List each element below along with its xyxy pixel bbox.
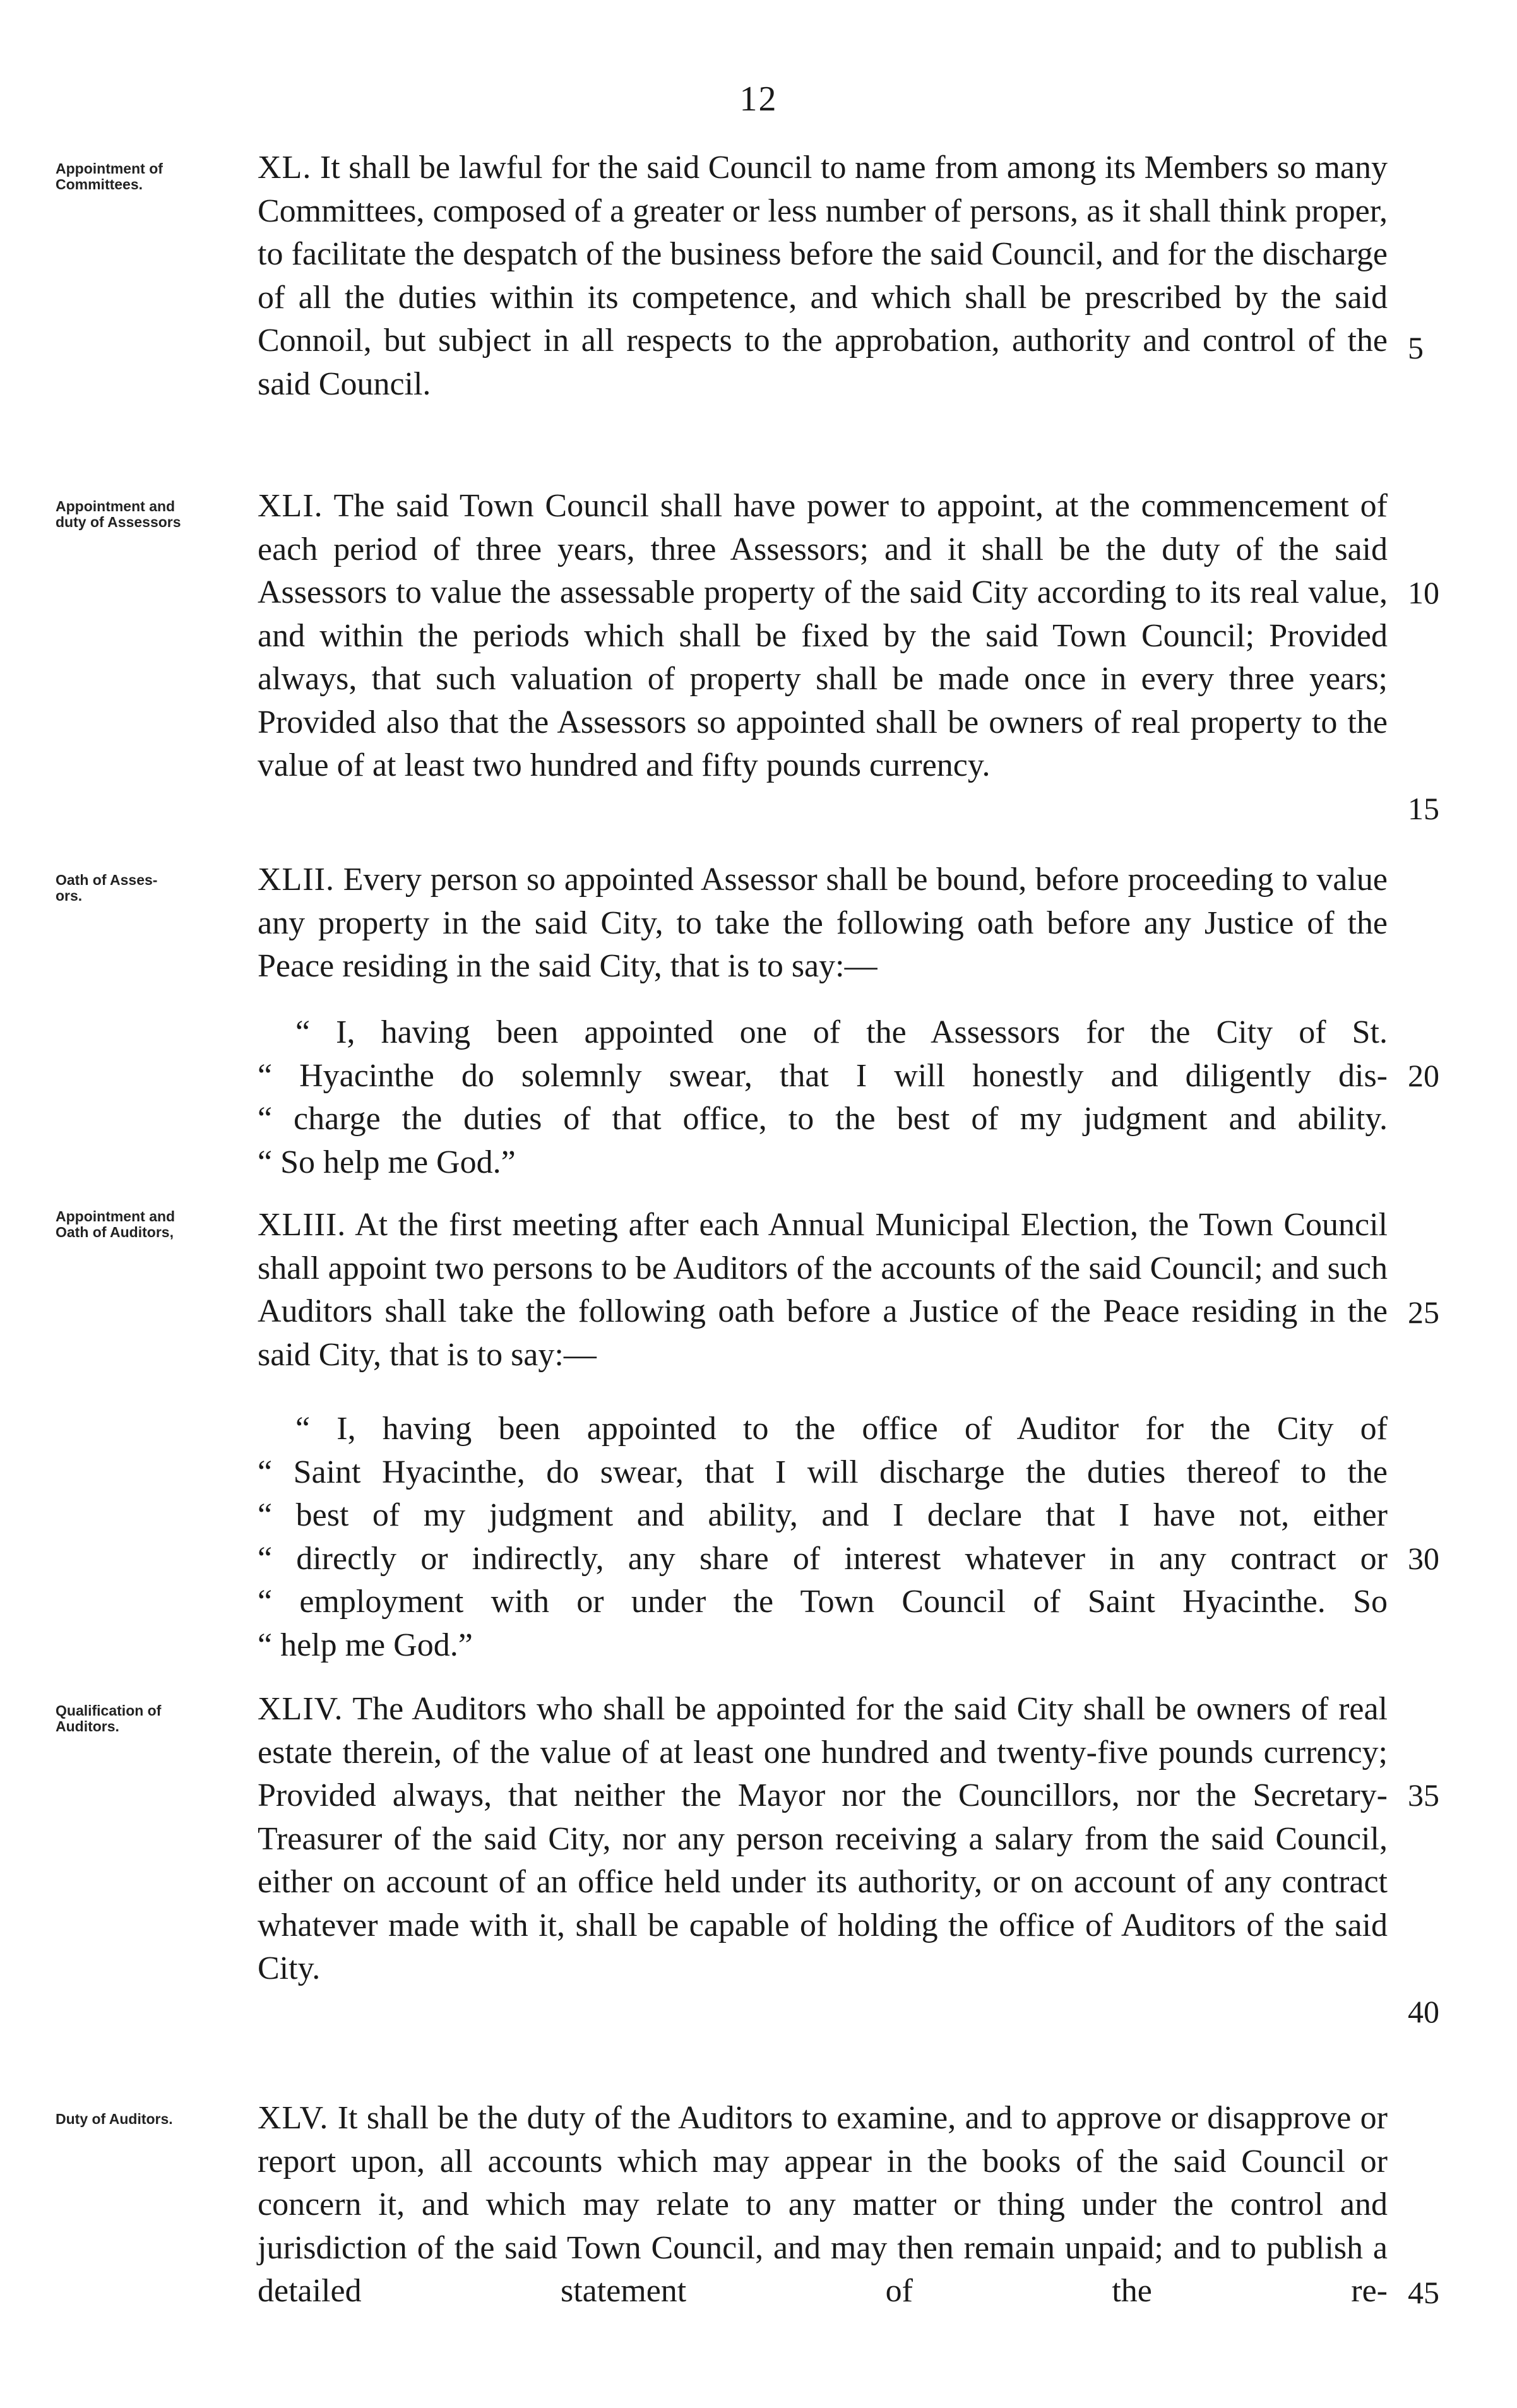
oath-line: “ I, having been appointed one of the Assessors for the City of St. (295, 1014, 1388, 1050)
section-xlv (258, 2097, 1388, 2313)
line-number: 25 (1408, 1295, 1439, 1330)
section-xlii (258, 858, 1388, 988)
section-xliv (258, 1688, 1388, 1991)
oath-line: “ I, having been appointed to the office of Auditor for the City of (295, 1411, 1388, 1447)
line-number: 40 (1408, 1994, 1439, 2029)
section-text: Every person so appointed Assessor shall be bound, before proceeding to value any property in the said City, to take the following oath before any Justice of the Peace residing in the said City, that is to say:— (258, 862, 1388, 984)
section-xl (258, 146, 1388, 406)
section-xli (258, 485, 1388, 788)
oath-line: “ So help me God.” (258, 1144, 516, 1180)
oath-line: “ Saint Hyacinthe, do swear, that I will discharge the duties thereof to the (258, 1454, 1388, 1490)
oath-line: “ help me God.” (258, 1627, 473, 1663)
sidenote-qualification-of-auditors: Qualification of Auditors. (56, 1702, 162, 1735)
section-numeral: XLI. (258, 488, 323, 524)
line-number: 35 (1408, 1777, 1439, 1813)
section-numeral: XLIV. (258, 1691, 343, 1727)
oath-line: “ employment with or under the Town Council of Saint Hyacinthe. So (258, 1584, 1388, 1620)
line-number: 15 (1408, 791, 1439, 826)
line-number: 45 (1408, 2275, 1439, 2310)
oath-assessors (258, 1011, 1388, 1184)
sidenote-oath-of-assessors: Oath of Asses- ors. (56, 872, 158, 904)
section-text: At the first meeting after each Annual Municipal Election, the Town Council shall appoint two persons to be Auditors of the accounts of the said Council; and such Auditors shall take the following oath before a Justice of the Peace residing in the said City, that is to say:— (258, 1207, 1388, 1373)
line-number: 10 (1408, 575, 1439, 610)
section-text: It shall be the duty of the Auditors to examine, and to approve or disapprove or report upon, all accounts which may appear in the books of the said Council or concern it, and which may relate to any matter or thing under the control and jurisdiction of the said Town Council, and may then remain unpaid; and to publish a detailed statement of the re- (258, 2100, 1388, 2309)
sidenote-appointment-of-committees: Appointment of Committees. (56, 160, 163, 193)
section-text: It shall be lawful for the said Council to name from among its Members so many Committees, composed of a greater or less number of persons, as it shall think proper, to facilitate the despatch of the business before the said Council, and for the discharge of all the duties within its competence, and which shall be prescribed by the said Connoil, but subject in all respects to the approbation, authority and control of the said Council. (258, 150, 1388, 402)
sidenote-duty-of-auditors: Duty of Auditors. (56, 2111, 173, 2127)
oath-line: “ best of my judgment and ability, and I declare that I have not, either (258, 1497, 1388, 1533)
section-numeral: XL. (258, 150, 312, 186)
section-xliii (258, 1204, 1388, 1377)
line-number: 5 (1408, 330, 1424, 365)
oath-line: “ directly or indirectly, any share of interest whatever in any contract or (258, 1540, 1388, 1577)
sidenote-appointment-duty-assessors: Appointment and duty of Assessors (56, 498, 181, 530)
line-number: 20 (1408, 1058, 1439, 1093)
oath-line: “ Hyacinthe do solemnly swear, that I will honestly and diligently dis- (258, 1057, 1388, 1094)
section-text: The said Town Council shall have power to appoint, at the commencement of each period of three years, three Assessors; and it shall be the duty of the said Assessors to value the assessable property of the said City according to its real value, and within the periods which shall be fixed by the said Town Council; Provided always, that such valuation of property shall be made once in every three years; Provided also that the Assessors so appointed shall be owners of real property to the value of at least two hundred and fifty pounds currency. (258, 488, 1388, 783)
section-numeral: XLIII. (258, 1207, 347, 1243)
line-number: 30 (1408, 1541, 1439, 1576)
section-numeral: XLV. (258, 2100, 329, 2136)
sidenote-appointment-oath-auditors: Appointment and Oath of Auditors, (56, 1208, 175, 1240)
section-numeral: XLII. (258, 862, 335, 898)
oath-line: “ charge the duties of that office, to the best of my judgment and ability. (258, 1101, 1388, 1137)
page-number: 12 (739, 80, 778, 119)
oath-auditors (258, 1408, 1388, 1667)
section-text: The Auditors who shall be appointed for the said City shall be owners of real estate therein, of the value of at least one hundred and twenty-five pounds currency; Provided always, that neither the Mayor nor the Councillors, nor the Secretary-Treasurer of the said City, nor any person receiving a salary from the said Council, either on account of an office held under its authority, or on account of any contract whatever made with it, shall be capable of holding the office of Auditors of the said City. (258, 1691, 1388, 1986)
